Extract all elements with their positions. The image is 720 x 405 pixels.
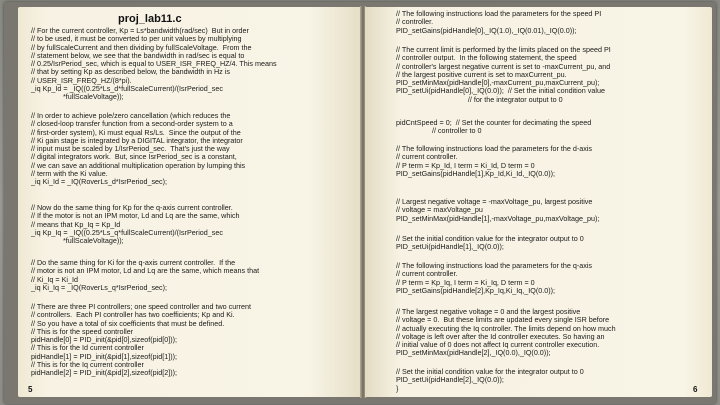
code-block-speed-counter: pidCntSpeed = 0; // Set the counter for decimating the speed // controller to 0 (396, 118, 592, 136)
open-book (4, 2, 716, 404)
code-block-kp-iq: // Now do the same thing for Kp for the q-axis current controller. // If the motor is not an IPM motor, Ld and Lq are the same, which // means that Kp_Iq = Kp_Id _iq Kp_Iq = _IQ((0.25*Ls_q*fullScaleCurrent)/(IsrPeriod_sec *fullScaleVoltage)); (31, 203, 240, 246)
page-number: 6 (693, 385, 698, 394)
code-block-d-axis-limits: // Largest negative voltage = -maxVoltage_pu, largest positive // voltage = maxVoltage_pu PID_setMinMax(pidHandle[1],-maxVoltage_pu,maxVoltage_pu); (396, 197, 600, 223)
code-block-pid-init: // There are three PI controllers; one speed controller and two current // controllers. Each PI controller has two coefficients; Kp and Ki. // So you have a total of six coefficients that must be defined. // This is for the speed controller pidHandle[0] = PID_init(&pid[0],sizeof(pid[0])); // This is for the Id current controller pidHandle[1] = PID_init(&pid[1],sizeof(pid[1])); // This is for the Iq current controller pidHandle[2] = PID_init(&pid[2],sizeof(pid[2])); (31, 302, 252, 378)
code-block-q-axis-limits: // The largest negative voltage = 0 and the largest positive // voltage = 0. But these limits are updated every single ISR before // actually executing the Iq controller. The limits depend on how much // voltage is left over after the Id controller executes. So having an // initial value of 0 does not affect Iq current controller execution. PID_setMinMax(pidHandle[2],_IQ(0.0),_IQ(0.0)); (396, 307, 616, 358)
right-page (365, 7, 712, 397)
page-number: 5 (28, 385, 33, 394)
code-block-speed-limits: // The current limit is performed by the limits placed on the speed PI // controller output. In the following statement, the speed // controller's largest negative current is set to -maxCurrent_pu, and // the largest positive current is set to maxCurrent_pu. PID_setMinMax(pidHandle[0],-maxCurrent_pu,maxCurrent_pu); PID_setUi(pidHandle[0],_IQ(0.0)); // Set the initial condition value // for the integrator output to 0 (396, 45, 611, 104)
code-block-speed-gains: // The following instructions load the parameters for the speed PI // controller. PID_setGains(pidHandle[0],_IQ(1.0),_IQ(0.01),_IQ(0.0)); (396, 9, 602, 35)
code-block-ki-iq: // Do the same thing for Ki for the q-axis current controller. If the // motor is not an IPM motor, Ld and Lq are the same, which means that // Ki_Iq = Ki_Id _iq Ki_Iq = _IQ(RoverLs_q*IsrPeriod_sec); (31, 258, 260, 292)
code-block-ki-id: // In order to achieve pole/zero cancellation (which reduces the // closed-loop transfer function from a second-order system to a // first-order system), Ki must equal Rs/Ls. Since the output of the // Ki gain stage is integrated by a DIGITAL integrator, the integrator // input must be scaled by 1/IsrPeriod_sec. That's just the way // digital integrators work. But, since IsrPeriod_sec is a constant, // we can save an additional multiplication operation by lumping this // term with the Ki value. _iq Ki_Id = _IQ(RoverLs_d*IsrPeriod_sec); (31, 111, 246, 187)
code-block-kp-id: // For the current controller, Kp = Ls*bandwidth(rad/sec) But in order // to be used, it must be converted to per unit values by multiplying // by fullScaleCurrent and then dividing by fullScaleVoltage. From the // statement below, we see that the bandwidth in rad/sec is equal to // 0.25/IsrPeriod_sec, which is equal to USER_ISR_FREQ_HZ/4. This means // that by setting Kp as described below, the bandwidth in Hz is // USER_ISR_FREQ_HZ/(8*pi). _iq Kp_Id = _IQ((0.25*Ls_d*fullScaleCurrent)/(IsrPeriod_sec *fullScaleVoltage)); (31, 26, 277, 102)
left-page (18, 7, 361, 397)
code-block-q-axis-gains: // The following instructions load the parameters for the q-axis // current controller. // P term = Kp_Iq, I term = Ki_Iq, D term = 0 PID_setGains(pidHandle[2],Kp_Iq,Ki_Iq,_IQ(0.0)); (396, 261, 593, 295)
code-block-d-axis-ui: // Set the initial condition value for the integrator output to 0 PID_setUi(pidHandle[1],_IQ(0.0)); (396, 234, 584, 252)
code-block-d-axis-gains: // The following instructions load the parameters for the d-axis // current controller. // P term = Kp_Id, I term = Ki_Id, D term = 0 PID_setGains(pidHandle[1],Kp_Id,Ki_Id,_IQ(0.0)); (396, 144, 593, 178)
page-title: proj_lab11.c (118, 13, 182, 25)
code-block-q-axis-ui: // Set the initial condition value for the integrator output to 0 PID_setUi(pidHandle[2],_IQ(0.0)); } (396, 367, 584, 393)
